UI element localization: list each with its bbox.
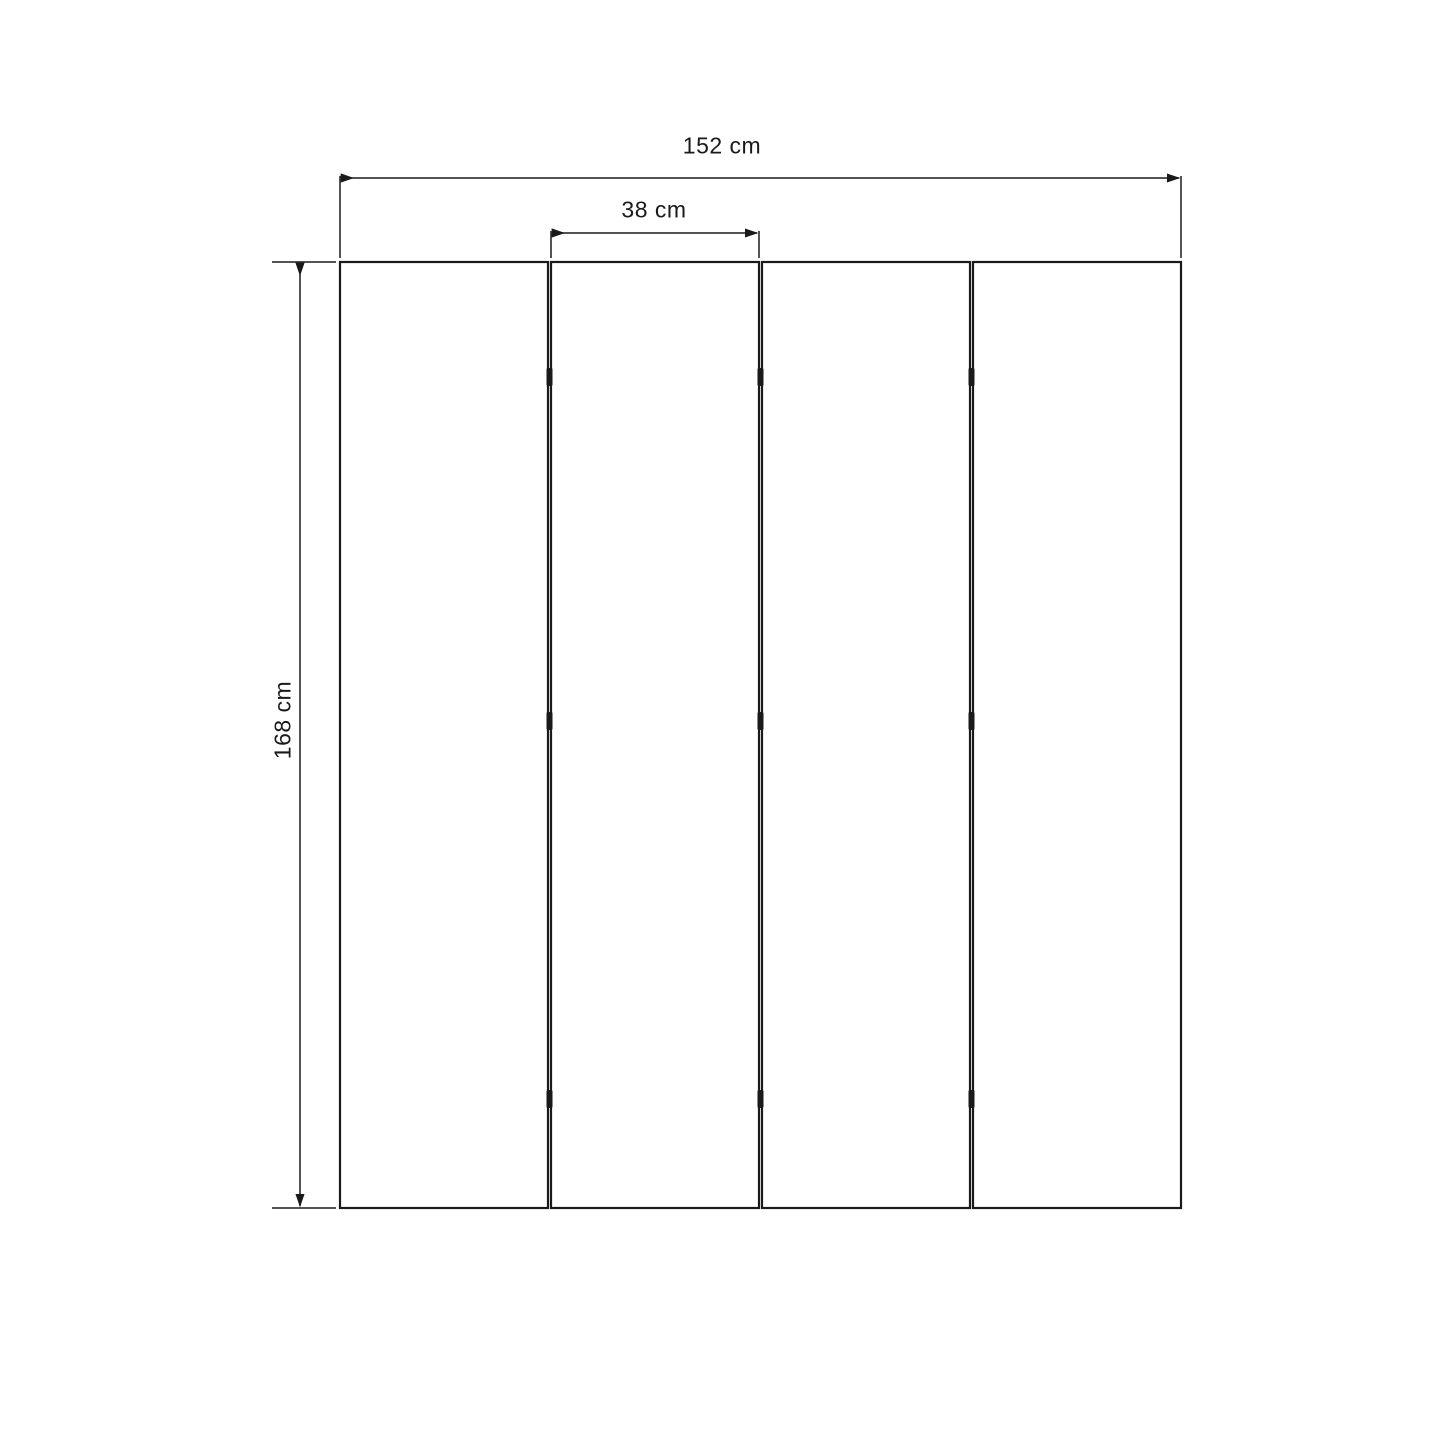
hinge-icon [547, 368, 553, 386]
panel-width-label: 38 cm [621, 196, 687, 223]
hinge-icon [758, 1090, 764, 1108]
hinge-icon [969, 712, 975, 730]
total-height-label: 168 cm [269, 680, 296, 760]
hinge-icon [758, 368, 764, 386]
hinge-icon [969, 1090, 975, 1108]
total-width-dimension [340, 176, 1181, 258]
panel-width-dimension [551, 231, 759, 258]
hinge-icon [547, 1090, 553, 1108]
panel-group [340, 262, 1181, 1208]
panel-1 [340, 262, 548, 1208]
total-width-label: 152 cm [682, 132, 762, 159]
hinge-icon [758, 712, 764, 730]
panel-4 [973, 262, 1181, 1208]
hinge-icon [969, 368, 975, 386]
hinge-icon [547, 712, 553, 730]
panel-3 [762, 262, 970, 1208]
panel-2 [551, 262, 759, 1208]
